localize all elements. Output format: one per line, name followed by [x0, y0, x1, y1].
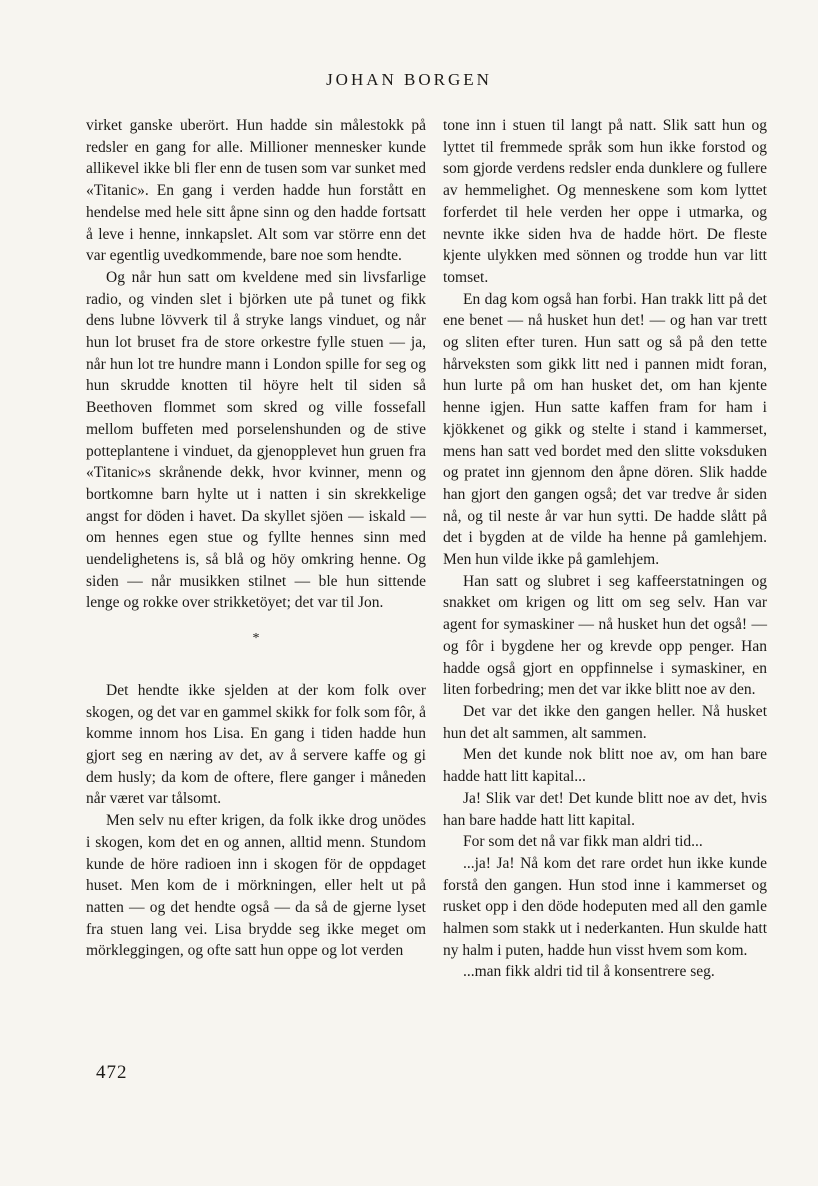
paragraph: Han satt og slubret i seg kaffeerstatningen og snakket om krigen og litt om seg selv. Han var agent for symaskiner — nå husket hun det også! — og fôr i bygdene her og krevde opp penger. Han hadde også gjort en oppfinnelse i symaskiner, en liten forbedring; men det var ikke blitt noe av den. — [443, 572, 767, 699]
paragraph: Det var det ikke den gangen heller. Nå husket hun det alt sammen, alt sammen. — [443, 702, 767, 742]
page-number: 472 — [96, 1062, 128, 1083]
paragraph: For som det nå var fikk man aldri tid... — [463, 833, 703, 851]
paragraph: Men selv nu efter krigen, da folk ikke drog unödes i skogen, kom det en og annen, alltid menn. Stundom kunde de höre radioen inn i skogen för de oppdaget huset. Men kom de i mörkningen, eller helt ut på natten — og det hendte også — da så de gjerne lyset fra stuen lang vei. Lisa brydde seg ikke meget om mörkleggingen, og ofte satt hun oppe og lot verden — [86, 812, 426, 960]
paragraph: ...ja! Ja! Nå kom det rare ordet hun ikke kunde forstå den gangen. Hun stod inne i kammerset og rusket opp i den döde hodeputen med all den gamle halmen som stakk ut i nederkanten. Hun skulde hatt ny halm i puten, hadde hun visst hvem som kom. — [443, 854, 767, 959]
left-column — [86, 115, 426, 962]
paragraph: En dag kom også han forbi. Han trakk litt på det ene benet — nå husket hun det! — og han var trett og sliten efter turen. Hun satt og så på den tette hårveksten som gikk litt ned i pannen midt foran, hun lurte på om han husket det, om han kjente henne igjen. Hun satte kaffen fram for ham i kjökkenet og gikk og stelte i stand i kammerset, mens han satt ved bordet med den slitte voksduken og pratet inn gjennom den åpne dören. Slik hadde han gjort den gangen også; det var tredve år siden nå, og til neste år var hun sytti. De hadde slått på det i bygden at de vilde ha henne på gamlehjem. Men hun vilde ikke på gamlehjem. — [443, 290, 767, 569]
paragraph: tone inn i stuen til langt på natt. Slik satt hun og lyttet til fremmede språk som hun ikke forstod og som gjorde verdens redsler enda dunklere og fullere av hemmelighet. Og menneskene som kom lyttet forferdet til hele verden her oppe i utmarka, og nevnte ikke siden hva de hadde hört. De fleste kjente ulykken med sönnen og trodde hun var litt tomset. — [443, 117, 767, 286]
paragraph: Men det kunde nok blitt noe av, om han bare hadde hatt litt kapital... — [443, 746, 767, 786]
running-title: JOHAN BORGEN — [326, 70, 492, 89]
paragraph: Det hendte ikke sjelden at der kom folk over skogen, og det var en gammel skikk for folk som fôr, å komme innom hos Lisa. En gang i tiden hadde hun gjort seg en næring av det, av å servere kaffe og gi dem husly; da kom de oftere, flere ganger i måneden når været var tålsomt. — [86, 681, 426, 808]
paragraph: ...man fikk aldri tid til å konsentrere seg. — [463, 963, 715, 981]
right-column — [443, 115, 767, 983]
paragraph: Ja! Slik var det! Det kunde blitt noe av det, hvis han bare hadde hatt litt kapital. — [443, 789, 767, 829]
paragraph: Og når hun satt om kveldene med sin livsfarlige radio, og vinden slet i björken ute på tunet og fikk dens lubne lövverk til å stryke langs vinduet, og når hun lot bruset fra de store orkestre fylle stuen — ja, når hun lot tre hundre mann i London spille for seg og hun skrudde knotten til höyre helt til siden så Beethoven flommet som skred og ville fossefall mellom buffeten med porselenshunden og de stive potteplantene i vinduet, da gjenopplevet hun gruen fra «Titanic»s skrånende dekk, hvor kvinner, menn og bortkomne barn hylte ut i natten i sin skrekkelige angst for döden i havet. Da skyllet sjöen — iskald — om hennes egen stue og fyllte hennes sinn med uendelighetens is, så blå og höy omkring henne. Og siden — når musikken stilnet — ble hun sittende lenge og rokke over strikketöyet; det var til Jon. — [86, 268, 426, 612]
section-separator: * — [252, 631, 260, 647]
paragraph: virket ganske uberört. Hun hadde sin målestokk på redsler en gang for alle. Millioner mennesker kunde allikevel ikke bli fler enn de tusen som var sunket med «Titanic». En gang i verden hadde hun forstått en hendelse med hele sitt åpne sinn og den hadde fortsatt å leve i henne, innkapslet. Alt som var större enn det var egentlig uvedkommende, bare noe som hendte. — [86, 117, 426, 265]
